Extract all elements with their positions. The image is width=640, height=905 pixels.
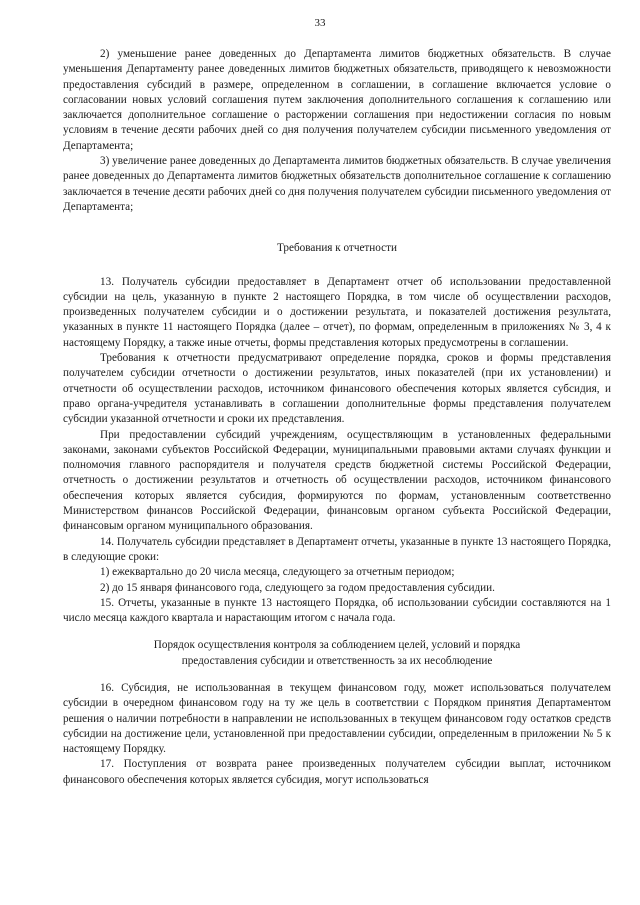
paragraph-17: 17. Поступления от возврата ранее произведенных получателем субсидии выплат, источником финансового обеспечения которых является субсидия, могут использоваться [63,758,611,786]
paragraph-14-item-2: 2) до 15 января финансового года, следующего за годом предоставления субсидии. [100,581,495,594]
page-number: 33 [314,17,326,29]
paragraph-14: 14. Получатель субсидии представляет в Департамент отчеты, указанные в пункте 13 настоящего Порядка, в следующие сроки: [63,535,611,563]
paragraph-item-3: 3) увеличение ранее доведенных до Департамента лимитов бюджетных обязательств. В случае увеличения ранее доведенных до Департамента лимитов бюджетных обязательств дополнительное соглашение к соглашению заключается в течение десяти рабочих дней со дня получения получателем субсидии письменного уведомления от Департамента; [63,155,611,213]
paragraph-15: 15. Отчеты, указанные в пункте 13 настоящего Порядка, об использовании субсидии составляются на 1 число месяца каждого квартала и нарастающим итогом с начала года. [63,596,611,625]
paragraph-16: 16. Субсидия, не использованная в текущем финансовом году, может использоваться получателем субсидии в очередном финансовом году на ту же цель в соответствии с Порядком принятия Департаментом решения о наличии потребности в направлении не использованных в текущем финансовом году остатков средств субсидии на достижение цели, установленной при предоставлении субсидии, определенным в приложении № 5 к настоящему Порядку. [63,681,611,756]
section-heading-reporting: Требования к отчетности [276,242,398,255]
section-heading-control-line1: Порядок осуществления контроля за соблюдением целей, условий и порядка [153,639,521,652]
section-heading-control-line2: предоставления субсидии и ответственность за их несоблюдение [181,654,493,667]
paragraph-item-2: 2) уменьшение ранее доведенных до Департамента лимитов бюджетных обязательств. В случае уменьшения Департаменту ранее доведенных лимитов бюджетных обязательств, приводящего к невозможности предоставления субсидий в размере, определенном в соглашении, в соглашение включается условие о согласовании новых условий соглашения путем заключения дополнительного соглашения к соглашению или заключается дополнительное соглашение о расторжении соглашения при недостижении согласия по новым условиям в течение десяти рабочих дней со дня получения получателем субсидии письменного уведомления от Департамента; [63,48,611,152]
paragraph-reporting-requirements: Требования к отчетности предусматривают определение порядка, сроков и формы представления получателем субсидии отчетности о достижении результатов, иных показателей (при их установлении) и отчетности об осуществлении расходов, источником финансового обеспечения которых является субсидия, и право органа-учредителя устанавливать в соглашении дополнительные формы представления получателем субсидии указанной отчетности и сроки их представления. [63,352,611,426]
paragraph-14-item-1: 1) ежеквартально до 20 числа месяца, следующего за отчетным периодом; [100,566,455,579]
paragraph-13: 13. Получатель субсидии предоставляет в Департамент отчет об использовании предоставленной субсидии на цель, указанную в пункте 2 настоящего Порядка, в том числе об осуществлении расходов, произведенных получателем субсидии и о достижении результата, и показателей достижения результата, указанных в пункте 11 настоящего Порядка (далее – отчет), по формам, определенным в приложениях № 3, 4 к настоящему Порядку, а также иные отчеты, формы представления которых предусмотрены в соглашении. [63,275,611,349]
paragraph-institutions: При предоставлении субсидий учреждениям, осуществляющим в установленных федеральными законами, законами субъектов Российской Федерации, муниципальными правовыми актами случаях функции и полномочия главного распорядителя и получателя средств бюджетной системы Российской Федерации, отчетность о достижении результатов и отчетность об осуществлении расходов, источником финансового обеспечения которых является субсидия, формируются по формам, установленным соответственно Министерством финансов Российской Федерации, финансовым органом субъекта Российской Федерации, финансовым органом муниципального образования. [63,428,611,533]
document-body [63,47,611,788]
section-heading-control [63,638,611,669]
